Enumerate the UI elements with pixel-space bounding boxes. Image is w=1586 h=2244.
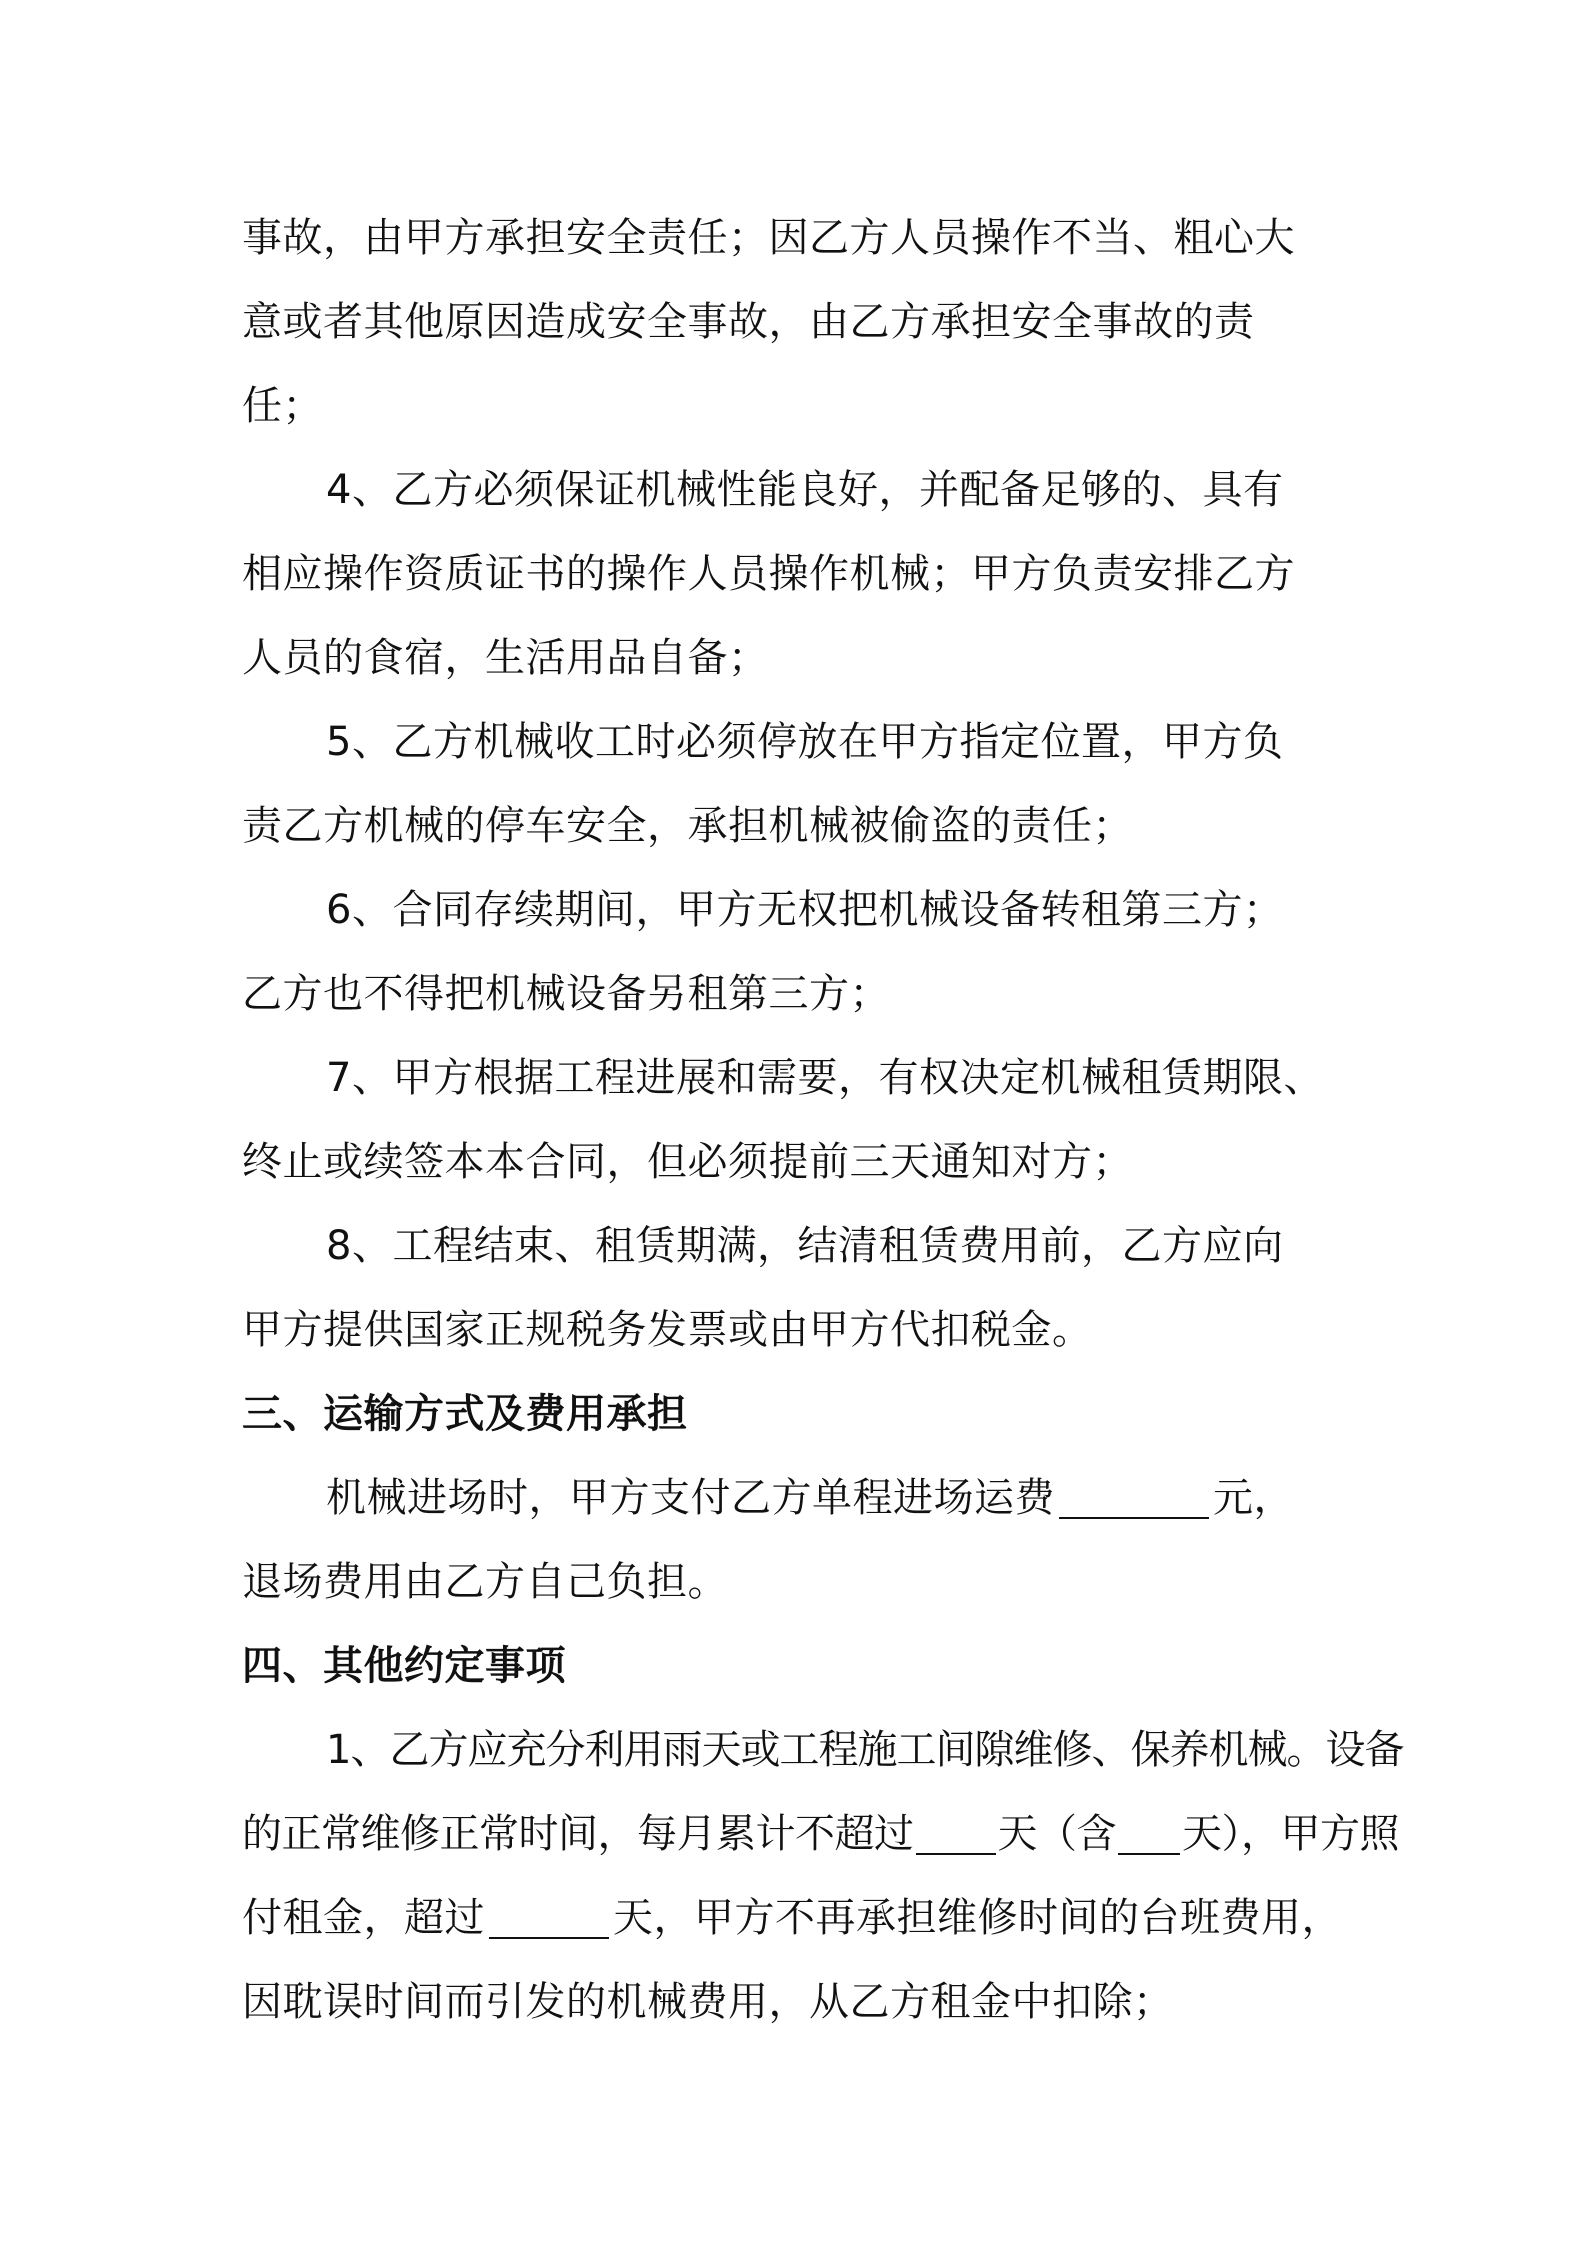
maintenance-line-3 — [242, 1876, 1352, 1960]
days-inclusive-blank — [1118, 1809, 1180, 1855]
text-line: 终止或续签本本合同，但必须提前三天通知对方； — [242, 1139, 1133, 1185]
text-line: 任； — [242, 383, 323, 429]
maintenance-text: 天（含 — [997, 1811, 1116, 1857]
fee-blank — [1059, 1473, 1209, 1519]
maintenance-text: 的正常维修正常时间，每月累计不超过 — [242, 1811, 914, 1857]
text-line: 意或者其他原因造成安全事故，由乙方承担安全事故的责 — [242, 299, 1255, 345]
section-3-heading: 三、运输方式及费用承担 — [242, 1391, 688, 1437]
text-line: 事故，由甲方承担安全责任；因乙方人员操作不当、粗心大 — [242, 215, 1295, 261]
clause-5-line: 5、乙方机械收工时必须停放在甲方指定位置，甲方负 — [326, 719, 1284, 765]
maintenance-line-4: 因耽误时间而引发的机械费用，从乙方租金中扣除； — [242, 1979, 1174, 2025]
text-line: 相应操作资质证书的操作人员操作机械；甲方负责安排乙方 — [242, 551, 1295, 597]
transport-text: 机械进场时，甲方支付乙方单程进场运费 — [326, 1475, 1055, 1521]
maintenance-line-2 — [242, 1792, 1399, 1876]
maintenance-text: 天，甲方不再承担维修时间的台班费用， — [613, 1895, 1342, 1941]
transport-line-2: 退场费用由乙方自己负担。 — [242, 1559, 728, 1605]
clause-4-line: 4、乙方必须保证机械性能良好，并配备足够的、具有 — [326, 467, 1284, 513]
clause-6-line: 6、合同存续期间，甲方无权把机械设备转租第三方； — [326, 887, 1284, 933]
text-line: 乙方也不得把机械设备另租第三方； — [242, 971, 890, 1017]
clause-8-line: 8、工程结束、租赁期满，结清租赁费用前，乙方应向 — [326, 1223, 1284, 1269]
clause-7-line: 7、甲方根据工程进展和需要，有权决定机械租赁期限、 — [326, 1055, 1324, 1101]
section-4-heading: 四、其他约定事项 — [242, 1643, 566, 1689]
document-body — [242, 196, 1404, 2044]
transport-line-1 — [242, 1456, 1352, 1540]
text-line: 甲方提供国家正规税务发票或由甲方代扣税金。 — [242, 1307, 1093, 1353]
maintenance-text: 付租金，超过 — [242, 1895, 485, 1941]
excess-days-blank — [489, 1893, 609, 1939]
days-blank — [916, 1809, 996, 1855]
maintenance-line-1: 1、乙方应充分利用雨天或工程施工间隙维修、保养机械。设备 — [326, 1727, 1404, 1773]
text-line: 责乙方机械的停车安全，承担机械被偷盗的责任； — [242, 803, 1133, 849]
transport-unit: 元， — [1213, 1475, 1294, 1521]
maintenance-text: 天），甲方照 — [1182, 1811, 1399, 1857]
text-line: 人员的食宿，生活用品自备； — [242, 635, 769, 681]
